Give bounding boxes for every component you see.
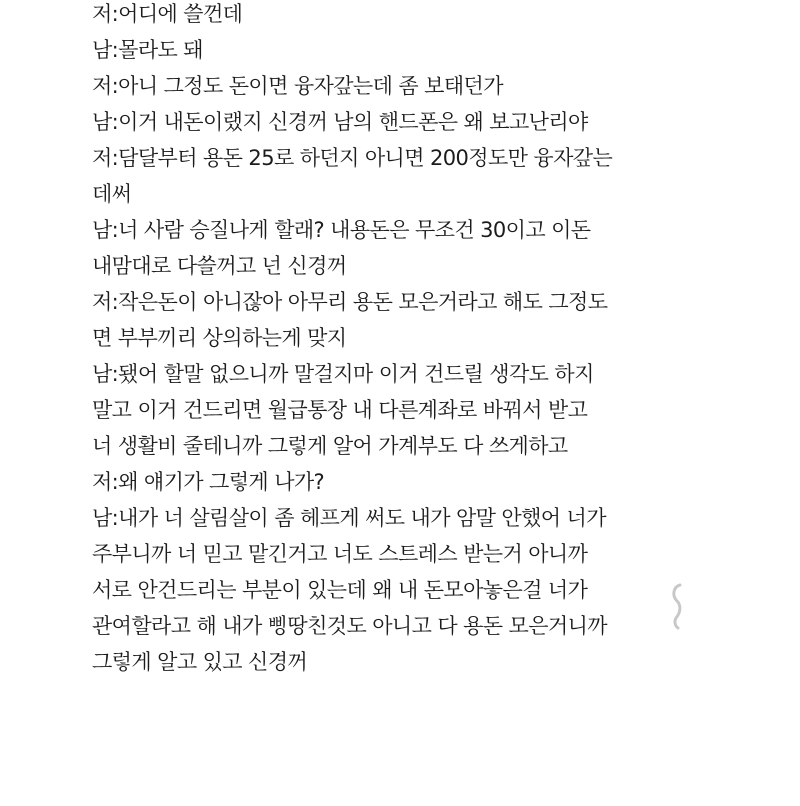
transcript-line: 관여할라고 해 내가 삥땅친것도 아니고 다 용돈 모은거니까	[92, 614, 607, 638]
transcript-line: 저:작은돈이 아니잖아 아무리 용돈 모은거라고 해도 그정도	[92, 290, 608, 314]
transcript-line: 데써	[92, 182, 132, 206]
transcript-line: 저:왜 얘기가 그렇게 나가?	[92, 470, 325, 494]
transcript-line: 남:내가 너 살림살이 좀 헤프게 써도 내가 암말 안했어 너가	[92, 506, 606, 530]
transcript-line: 너 생활비 줄테니까 그렇게 알어 가계부도 다 쓰게하고	[92, 434, 568, 458]
transcript-line: 서로 안건드리는 부분이 있는데 왜 내 돈모아놓은걸 너가	[92, 578, 588, 602]
transcript-line: 저:아니 그정도 돈이면 융자갚는데 좀 보태던가	[92, 74, 503, 98]
transcript-line: 저:어디에 쓸껀데	[92, 2, 243, 26]
pen-mark-icon	[669, 582, 687, 630]
transcript-line: 남:너 사람 승질나게 할래? 내용돈은 무조건 30이고 이돈	[92, 218, 591, 242]
transcript-line: 내맘대로 다쓸꺼고 넌 신경꺼	[92, 254, 347, 278]
transcript-line: 주부니까 너 믿고 맡긴거고 너도 스트레스 받는거 아니까	[92, 542, 588, 566]
transcript-line: 면 부부끼리 상의하는게 맞지	[92, 326, 347, 350]
transcript-line: 말고 이거 건드리면 월급통장 내 다른계좌로 바꿔서 받고	[92, 398, 588, 422]
transcript-line: 저:담달부터 용돈 25로 하던지 아니면 200정도만 융자갚는	[92, 146, 613, 170]
transcript-line: 남:됐어 할말 없으니까 말걸지마 이거 건드릴 생각도 하지	[92, 362, 594, 386]
transcript-line: 남:몰라도 돼	[92, 38, 203, 62]
transcript-line: 남:이거 내돈이랬지 신경꺼 남의 핸드폰은 왜 보고난리야	[92, 110, 588, 134]
transcript-line: 그렇게 알고 있고 신경꺼	[92, 650, 308, 674]
